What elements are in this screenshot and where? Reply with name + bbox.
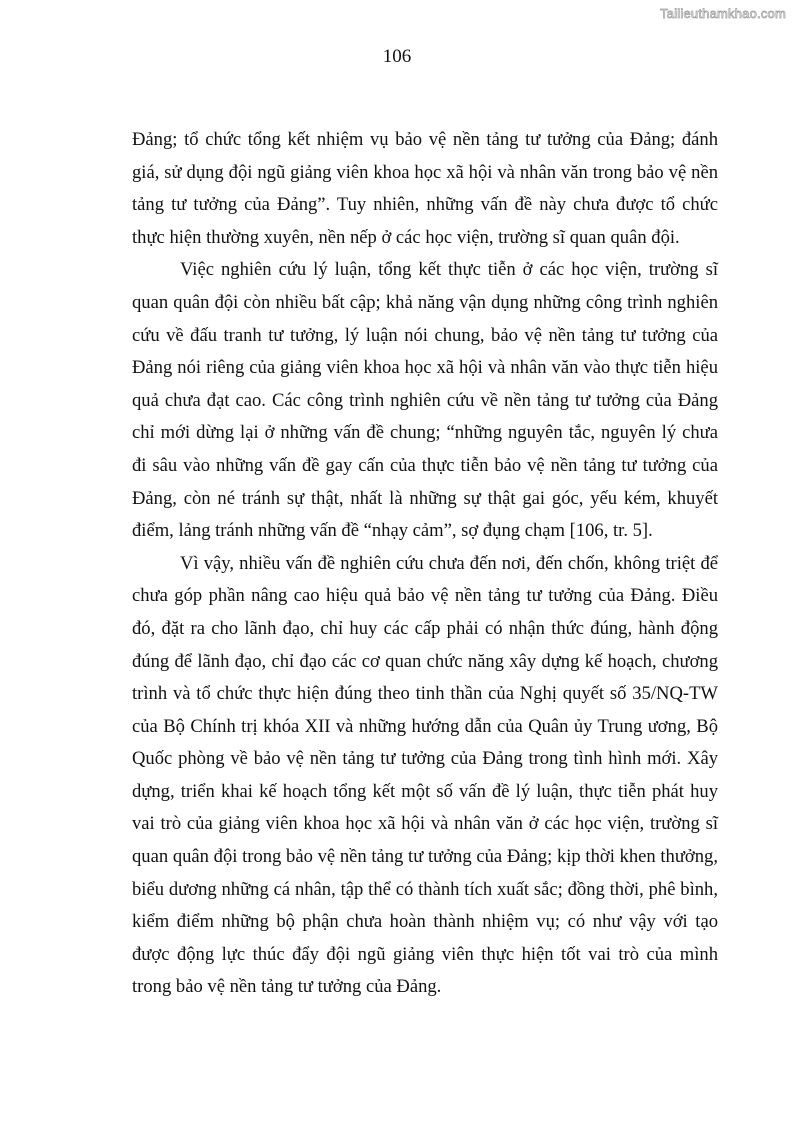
page-number: 106 (382, 46, 412, 67)
watermark-text: Tailieuthamkhao.com (660, 6, 786, 21)
document-body (132, 124, 718, 1004)
paragraph-3: Vì vậy, nhiều vấn đề nghiên cứu chưa đến nơi, đến chốn, không triệt để chưa góp phần nâng cao hiệu quả bảo vệ nền tảng tư tưởng của Đảng. Điều đó, đặt ra cho lãnh đạo, chỉ huy các cấp phải có nhận thức đúng, hành động đúng để lãnh đạo, chỉ đạo các cơ quan chức năng xây dựng kế hoạch, chương trình và tổ chức thực hiện đúng theo tinh thần của Nghị quyết số 35/NQ-TW của Bộ Chính trị khóa XII và những hướng dẫn của Quân ủy Trung ương, Bộ Quốc phòng về bảo vệ nền tảng tư tưởng của Đảng trong tình hình mới. Xây dựng, triển khai kế hoạch tổng kết một số vấn đề lý luận, thực tiễn phát huy vai trò của giảng viên khoa học xã hội và nhân văn ở các học viện, trường sĩ quan quân đội trong bảo vệ nền tảng tư tưởng của Đảng; kịp thời khen thưởng, biểu dương những cá nhân, tập thể có thành tích xuất sắc; đồng thời, phê bình, kiểm điểm những bộ phận chưa hoàn thành nhiệm vụ; có như vậy với tạo được động lực thúc đẩy đội ngũ giảng viên thực hiện tốt vai trò của mình trong bảo vệ nền tảng tư tưởng của Đảng. (132, 552, 718, 998)
paragraph-2: Việc nghiên cứu lý luận, tổng kết thực tiễn ở các học viện, trường sĩ quan quân đội còn nhiều bất cập; khả năng vận dụng những công trình nghiên cứu về đấu tranh tư tưởng, lý luận nói chung, bảo vệ nền tảng tư tưởng của Đảng nói riêng của giảng viên khoa học xã hội và nhân văn vào thực tiễn hiệu quả chưa đạt cao. Các công trình nghiên cứu về nền tảng tư tưởng của Đảng chỉ mới dừng lại ở những vấn đề chung; “những nguyên tắc, nguyên lý chưa đi sâu vào những vấn đề gay cấn của thực tiễn bảo vệ nền tảng tư tưởng của Đảng, còn né tránh sự thật, nhất là những sự thật gai góc, yếu kém, khuyết điểm, lảng tránh những vấn đề “nhạy cảm”, sợ đụng chạm [106, tr. 5]. (132, 259, 718, 542)
paragraph-1: Đảng; tổ chức tổng kết nhiệm vụ bảo vệ nền tảng tư tưởng của Đảng; đánh giá, sử dụng đội ngũ giảng viên khoa học xã hội và nhân văn trong bảo vệ nền tảng tư tưởng của Đảng”. Tuy nhiên, những vấn đề này chưa được tổ chức thực hiện thường xuyên, nền nếp ở các học viện, trường sĩ quan quân đội. (132, 129, 718, 248)
